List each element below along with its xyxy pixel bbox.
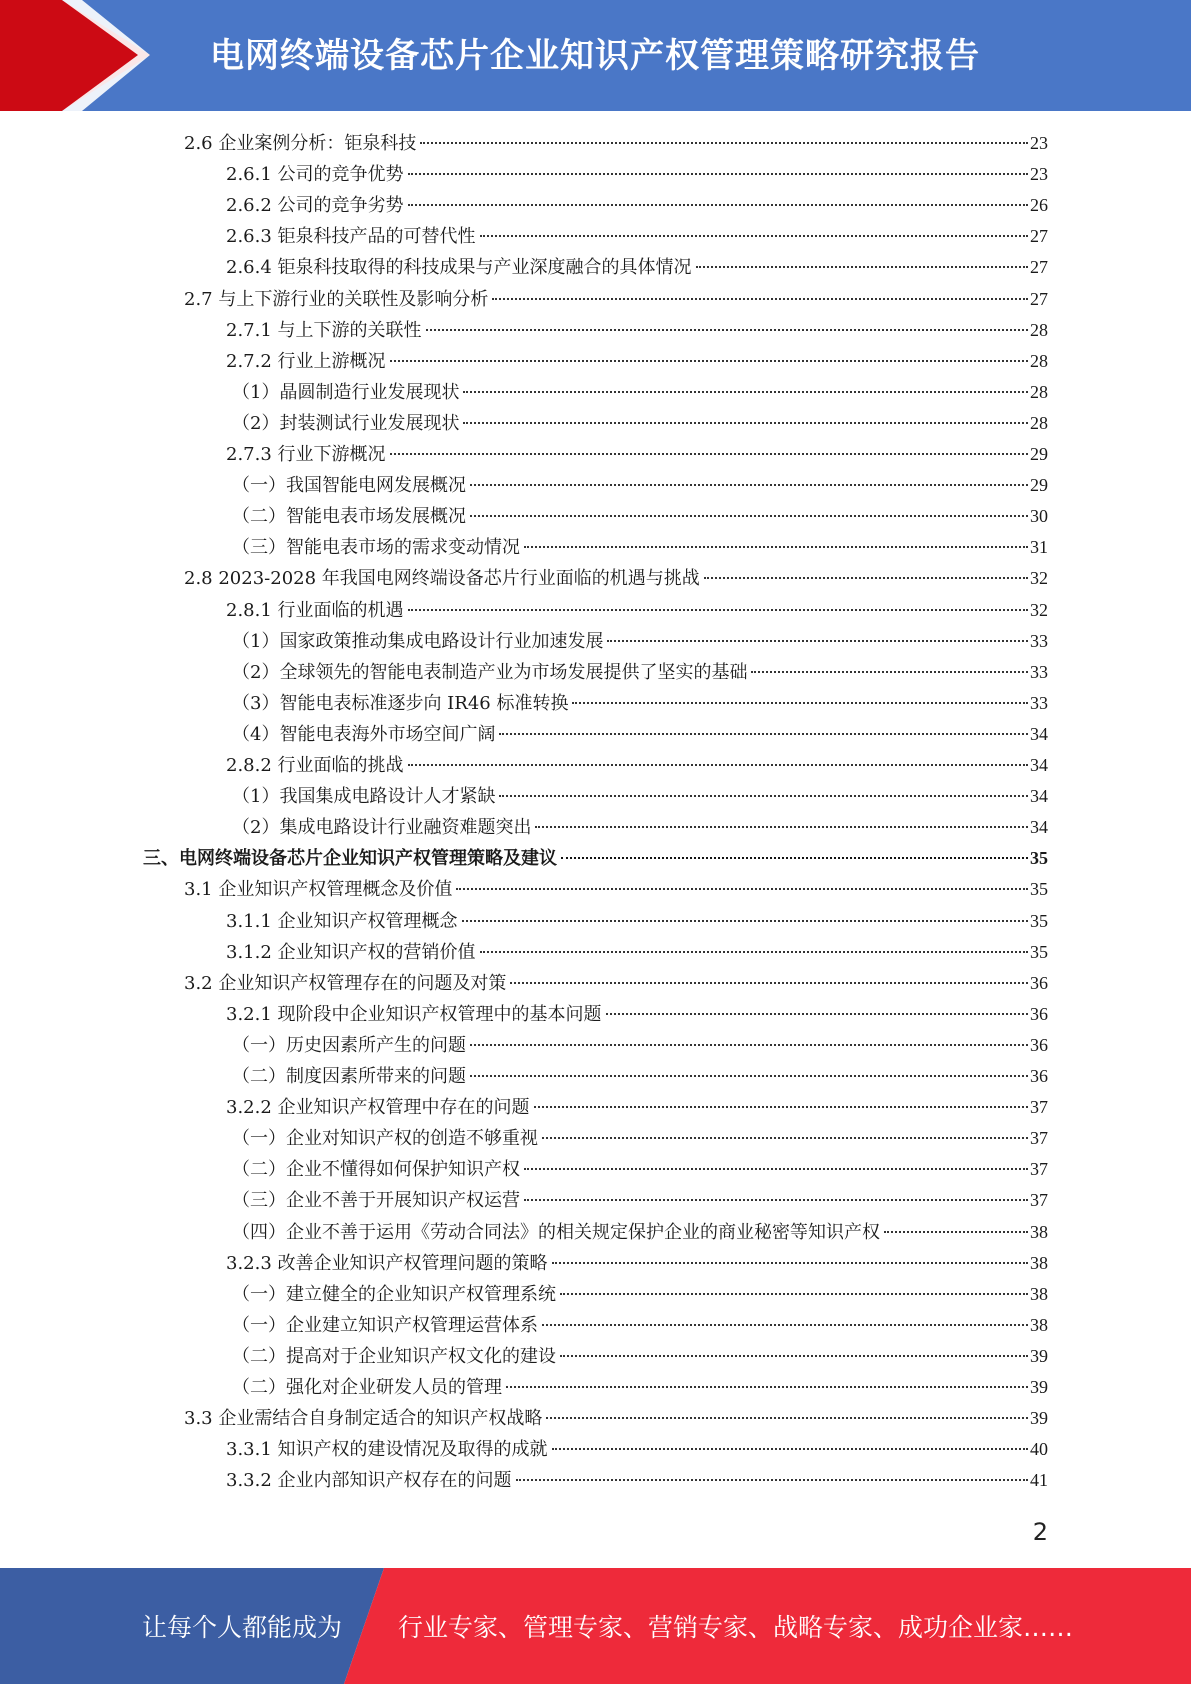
toc-dot-leader: [408, 204, 1028, 206]
toc-entry[interactable]: [232, 1030, 1048, 1061]
toc-dot-leader: [470, 1075, 1028, 1077]
toc-entry-label: 3.2.1 现阶段中企业知识产权管理中的基本问题: [226, 1003, 602, 1025]
toc-entry[interactable]: [232, 1154, 1048, 1185]
toc-dot-leader: [420, 142, 1028, 144]
toc-dot-leader: [552, 1448, 1028, 1450]
toc-entry-label: （2）封装测试行业发展现状: [232, 412, 460, 434]
toc-dot-leader: [546, 1417, 1028, 1419]
toc-entry[interactable]: [226, 315, 1048, 346]
toc-entry-page: 30: [1030, 506, 1048, 527]
toc-entry-page: 29: [1030, 475, 1048, 496]
toc-entry[interactable]: [184, 563, 1048, 594]
toc-entry-page: 41: [1030, 1470, 1048, 1491]
toc-entry[interactable]: [232, 377, 1048, 408]
toc-entry[interactable]: [184, 284, 1048, 315]
toc-entry-page: 33: [1030, 630, 1048, 651]
toc-entry-page: 37: [1030, 1159, 1048, 1180]
toc-dot-leader: [470, 484, 1028, 486]
toc-entry[interactable]: [232, 1061, 1048, 1092]
toc-entry-label: （一）企业建立知识产权管理运营体系: [232, 1314, 538, 1336]
toc-entry-page: 37: [1030, 1128, 1048, 1149]
toc-entry-page: 35: [1030, 879, 1048, 900]
toc-entry-label: 2.8.1 行业面临的机遇: [226, 599, 404, 621]
toc-entry[interactable]: [184, 128, 1048, 159]
toc-entry-label: 2.8 2023-2028 年我国电网终端设备芯片行业面临的机遇与挑战: [184, 568, 700, 590]
toc-entry[interactable]: [232, 781, 1048, 812]
toc-entry[interactable]: [232, 1123, 1048, 1154]
toc-dot-leader: [524, 546, 1028, 548]
toc-dot-leader: [516, 1479, 1028, 1481]
toc-entry-page: 34: [1030, 755, 1048, 775]
toc-entry[interactable]: [232, 1279, 1048, 1310]
toc-dot-leader: [456, 888, 1028, 890]
toc-entry-page: 39: [1030, 1377, 1048, 1397]
toc-dot-leader: [480, 235, 1028, 237]
toc-entry-label: （三）企业不善于开展知识产权运营: [232, 1190, 520, 1212]
toc-entry[interactable]: [226, 252, 1048, 283]
toc-entry-label: （2）全球领先的智能电表制造产业为市场发展提供了坚实的基础: [232, 661, 748, 683]
toc-entry-label: 2.7 与上下游行业的关联性及影响分析: [184, 288, 489, 310]
footer-slogan-left: 让每个人都能成为: [142, 1613, 343, 1642]
toc-dot-leader: [696, 266, 1028, 268]
toc-entry-page: 39: [1030, 1408, 1048, 1429]
toc-entry[interactable]: [232, 1341, 1048, 1372]
toc-entry-label: 3.1.1 企业知识产权管理概念: [226, 910, 458, 932]
toc-entry-label: 3.3.2 企业内部知识产权存在的问题: [226, 1470, 512, 1492]
toc-entry-page: 36: [1030, 1034, 1048, 1055]
toc-entry-page: 32: [1030, 599, 1048, 620]
toc-entry[interactable]: [226, 1434, 1048, 1465]
toc-entry[interactable]: [226, 999, 1048, 1030]
toc-entry[interactable]: [232, 719, 1048, 750]
footer-slogan-right: 行业专家、管理专家、营销专家、战略专家、成功企业家……: [398, 1613, 1074, 1642]
toc-entry-page: 28: [1030, 412, 1048, 433]
toc-entry-page: 23: [1030, 164, 1048, 185]
toc-entry[interactable]: [143, 843, 1048, 874]
toc-entry-label: 2.7.3 行业下游概况: [226, 444, 386, 465]
toc-entry-page: 35: [1030, 848, 1048, 869]
toc-entry-label: 2.6.3 钜泉科技产品的可替代性: [226, 226, 476, 248]
toc-entry-label: 2.6 企业案例分析：钜泉科技: [184, 133, 417, 154]
toc-dot-leader: [884, 1231, 1028, 1233]
toc-entry[interactable]: [232, 812, 1048, 843]
toc-entry[interactable]: [232, 408, 1048, 439]
toc-entry-label: 2.6.4 钜泉科技取得的科技成果与产业深度融合的具体情况: [226, 257, 692, 279]
toc-dot-leader: [524, 1199, 1028, 1201]
toc-entry-page: 34: [1030, 786, 1048, 807]
toc-entry[interactable]: [232, 1310, 1048, 1341]
toc-dot-leader: [506, 1386, 1028, 1388]
toc-entry[interactable]: [226, 595, 1048, 626]
toc-entry-page: 27: [1030, 257, 1048, 278]
toc-dot-leader: [606, 1013, 1028, 1015]
page-number: 2: [1032, 1518, 1048, 1546]
toc-entry-page: 33: [1030, 692, 1048, 713]
toc-entry-page: 26: [1030, 195, 1048, 216]
toc-entry-label: （二）提高对于企业知识产权文化的建设: [232, 1345, 556, 1367]
toc-entry[interactable]: [184, 1403, 1048, 1434]
toc-entry-page: 38: [1030, 1314, 1048, 1335]
toc-dot-leader: [462, 920, 1028, 922]
toc-entry-page: 34: [1030, 723, 1048, 744]
toc-dot-leader: [499, 733, 1028, 735]
toc-entry-page: 37: [1030, 1097, 1048, 1118]
toc-entry-label: 3.3.1 知识产权的建设情况及取得的成就: [226, 1439, 548, 1461]
toc-entry-page: 35: [1030, 941, 1048, 962]
toc-entry-label: （四）企业不善于运用《劳动合同法》的相关规定保护企业的商业秘密等知识产权: [232, 1221, 880, 1243]
toc-entry[interactable]: [232, 657, 1048, 688]
toc-dot-leader: [542, 1137, 1028, 1139]
toc-entry-page: 28: [1030, 381, 1048, 402]
toc-entry-label: （1）我国集成电路设计人才紧缺: [232, 786, 496, 808]
toc-dot-leader: [535, 826, 1028, 828]
toc-entry-label: （1）国家政策推动集成电路设计行业加速发展: [232, 630, 604, 652]
toc-entry[interactable]: [232, 470, 1048, 501]
toc-entry[interactable]: [226, 221, 1048, 252]
toc-entry-page: 34: [1030, 817, 1048, 838]
toc-entry[interactable]: [226, 937, 1048, 968]
toc-dot-leader: [463, 391, 1028, 393]
toc-entry-page: 28: [1030, 350, 1048, 371]
toc-entry-page: 38: [1030, 1252, 1048, 1273]
toc-entry-label: 三、电网终端设备芯片企业知识产权管理策略及建议: [143, 848, 557, 870]
toc-dot-leader: [542, 1324, 1028, 1326]
toc-dot-leader: [572, 702, 1028, 704]
toc-dot-leader: [463, 422, 1028, 424]
toc-entry-label: 3.1.2 企业知识产权的营销价值: [226, 941, 476, 963]
toc-dot-leader: [510, 982, 1028, 984]
toc-entry[interactable]: [226, 750, 1048, 781]
toc-dot-leader: [390, 360, 1028, 362]
toc-dot-leader: [560, 1355, 1028, 1357]
toc-dot-leader: [408, 173, 1028, 175]
toc-entry[interactable]: [184, 968, 1048, 999]
toc-entry[interactable]: [226, 346, 1048, 377]
toc-entry-page: 39: [1030, 1345, 1048, 1366]
page-header: [0, 0, 1191, 111]
toc-dot-leader: [751, 671, 1028, 673]
toc-entry[interactable]: [232, 1217, 1048, 1248]
toc-entry-page: 40: [1030, 1439, 1048, 1460]
toc-dot-leader: [534, 1106, 1028, 1108]
toc-entry-page: 32: [1030, 568, 1048, 589]
toc-entry-label: 3.1 企业知识产权管理概念及价值: [184, 879, 453, 901]
toc-entry[interactable]: [232, 1185, 1048, 1216]
toc-entry-label: 2.7.1 与上下游的关联性: [226, 319, 422, 341]
toc-entry-label: （4）智能电表海外市场空间广阔: [232, 723, 496, 745]
toc-entry-page: 23: [1030, 133, 1048, 153]
toc-entry-label: （一）建立健全的企业知识产权管理系统: [232, 1283, 556, 1305]
toc-entry-page: 38: [1030, 1283, 1048, 1304]
toc-dot-leader: [560, 1293, 1028, 1295]
toc-dot-leader: [552, 1262, 1028, 1264]
toc-entry-label: （2）集成电路设计行业融资难题突出: [232, 817, 532, 839]
toc-entry-page: 31: [1030, 537, 1048, 558]
toc-entry[interactable]: [226, 190, 1048, 221]
toc-entry-label: 3.2.2 企业知识产权管理中存在的问题: [226, 1097, 530, 1119]
toc-dot-leader: [561, 857, 1028, 859]
toc-entry[interactable]: [232, 1372, 1048, 1403]
toc-entry-page: 29: [1030, 444, 1048, 464]
toc-entry-label: 2.6.1 公司的竞争优势: [226, 164, 404, 186]
toc-dot-leader: [492, 298, 1028, 300]
toc-dot-leader: [499, 795, 1028, 797]
toc-entry-page: 36: [1030, 1066, 1048, 1086]
toc-entry-label: （二）制度因素所带来的问题: [232, 1066, 466, 1087]
toc-entry-label: （二）企业不懂得如何保护知识产权: [232, 1159, 520, 1181]
toc-dot-leader: [408, 609, 1028, 611]
toc-entry[interactable]: [226, 159, 1048, 190]
toc-entry-page: 35: [1030, 910, 1048, 931]
toc-entry-page: 36: [1030, 972, 1048, 993]
toc-entry-label: 3.2 企业知识产权管理存在的问题及对策: [184, 972, 507, 994]
toc-entry-page: 36: [1030, 1003, 1048, 1024]
toc-dot-leader: [470, 515, 1028, 517]
toc-entry[interactable]: [226, 1465, 1048, 1496]
toc-entry-label: 3.3 企业需结合自身制定适合的知识产权战略: [184, 1408, 543, 1430]
toc-entry-page: 38: [1030, 1221, 1048, 1242]
page-footer: [0, 1568, 1191, 1684]
toc-dot-leader: [480, 951, 1028, 953]
toc-entry[interactable]: [232, 532, 1048, 563]
toc-dot-leader: [470, 1044, 1028, 1046]
toc-entry-page: 27: [1030, 226, 1048, 247]
toc-entry-page: 28: [1030, 319, 1048, 340]
toc-entry[interactable]: [226, 1248, 1048, 1279]
toc-entry-page: 27: [1030, 288, 1048, 309]
page-title: 电网终端设备芯片企业知识产权管理策略研究报告: [210, 36, 980, 76]
toc-entry-page: 37: [1030, 1190, 1048, 1211]
toc-entry[interactable]: [232, 688, 1048, 719]
toc-entry[interactable]: [184, 874, 1048, 905]
toc-dot-leader: [607, 640, 1028, 642]
toc-entry-page: 33: [1030, 661, 1048, 682]
toc-entry-label: 3.2.3 改善企业知识产权管理问题的策略: [226, 1252, 548, 1274]
toc-dot-leader: [524, 1168, 1028, 1170]
toc-dot-leader: [426, 329, 1028, 331]
toc-entry-label: （一）企业对知识产权的创造不够重视: [232, 1128, 538, 1150]
toc-entry-label: （一）历史因素所产生的问题: [232, 1034, 466, 1056]
toc-entry[interactable]: [226, 1092, 1048, 1123]
toc-dot-leader: [408, 764, 1028, 766]
toc-dot-leader: [390, 453, 1028, 455]
toc-dot-leader: [704, 577, 1028, 579]
toc-entry-label: （1）晶圆制造行业发展现状: [232, 381, 460, 403]
toc-entry-label: （3）智能电表标准逐步向 IR46 标准转换: [232, 692, 569, 714]
toc-entry[interactable]: [226, 906, 1048, 937]
toc-entry-label: （一）我国智能电网发展概况: [232, 475, 466, 497]
toc-entry-label: （三）智能电表市场的需求变动情况: [232, 537, 520, 559]
toc-entry[interactable]: [232, 626, 1048, 657]
toc-entry-label: 2.8.2 行业面临的挑战: [226, 755, 404, 776]
red-chevron-decoration: [0, 0, 150, 111]
toc-entry-label: 2.6.2 公司的竞争劣势: [226, 195, 404, 217]
toc-entry[interactable]: [226, 439, 1048, 470]
toc-entry-label: 2.7.2 行业上游概况: [226, 350, 386, 372]
toc-entry[interactable]: [232, 501, 1048, 532]
toc-entry-label: （二）智能电表市场发展概况: [232, 506, 466, 528]
toc-entry-label: （二）强化对企业研发人员的管理: [232, 1377, 502, 1398]
